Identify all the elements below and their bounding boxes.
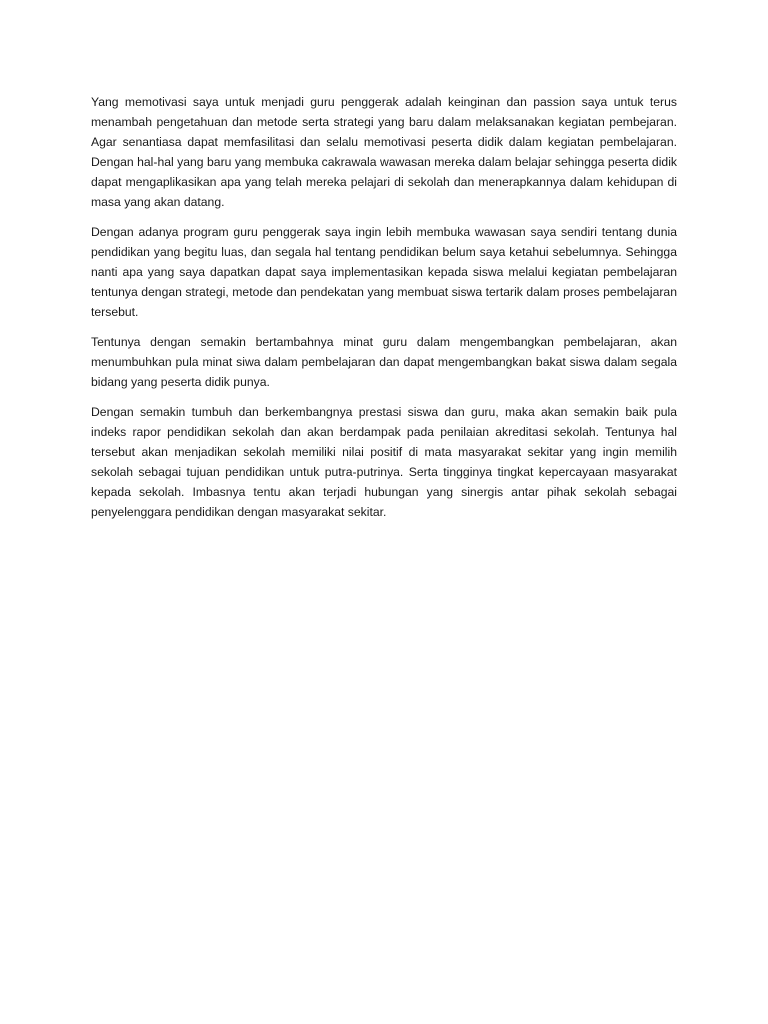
paragraph-school-impact: Dengan semakin tumbuh dan berkembangnya prestasi siswa dan guru, maka akan semakin baik pula indeks rapor pendidikan sekolah dan akan berdampak pada penilaian akreditasi sekolah. Tentunya hal tersebut akan menjadikan sekolah memiliki nilai positif di mata masyarakat sekitar yang ingin memilih sekolah sebagai tujuan pendidikan untuk putra-putrinya. Serta tingginya tingkat kepercayaan masyarakat kepada sekolah. Imbasnya tentu akan terjadi hubungan yang sinergis antar pihak sekolah sebagai penyelenggara pendidikan dengan masyarakat sekitar. [91, 405, 677, 519]
paragraph-motivation: Yang memotivasi saya untuk menjadi guru penggerak adalah keinginan dan passion saya untuk terus menambah pengetahuan dan metode serta strategi yang baru dalam melaksanakan kegiatan pembejaran. Agar senantiasa dapat memfasilitasi dan selalu memotivasi peserta didik dalam kegiatan pembelajaran. Dengan hal-hal yang baru yang membuka cakrawala wawasan mereka dalam belajar sehingga peserta didik dapat mengaplikasikan apa yang telah mereka pelajari di sekolah dan menerapkannya dalam kehidupan di masa yang akan datang. [91, 95, 677, 209]
paragraph-program-goals: Dengan adanya program guru penggerak saya ingin lebih membuka wawasan saya sendiri tentang dunia pendidikan yang begitu luas, dan segala hal tentang pendidikan belum saya ketahui sebelumnya. Sehingga nanti apa yang saya dapatkan dapat saya implementasikan kepada siswa melalui kegiatan pembelajaran tentunya dengan strategi, metode dan pendekatan yang membuat siswa tertarik dalam proses pembelajaran tersebut. [91, 225, 677, 319]
document-body [91, 92, 677, 532]
paragraph-student-interest: Tentunya dengan semakin bertambahnya minat guru dalam mengembangkan pembelajaran, akan menumbuhkan pula minat siwa dalam pembelajaran dan dapat mengembangkan bakat siswa dalam segala bidang yang peserta didik punya. [91, 335, 677, 389]
